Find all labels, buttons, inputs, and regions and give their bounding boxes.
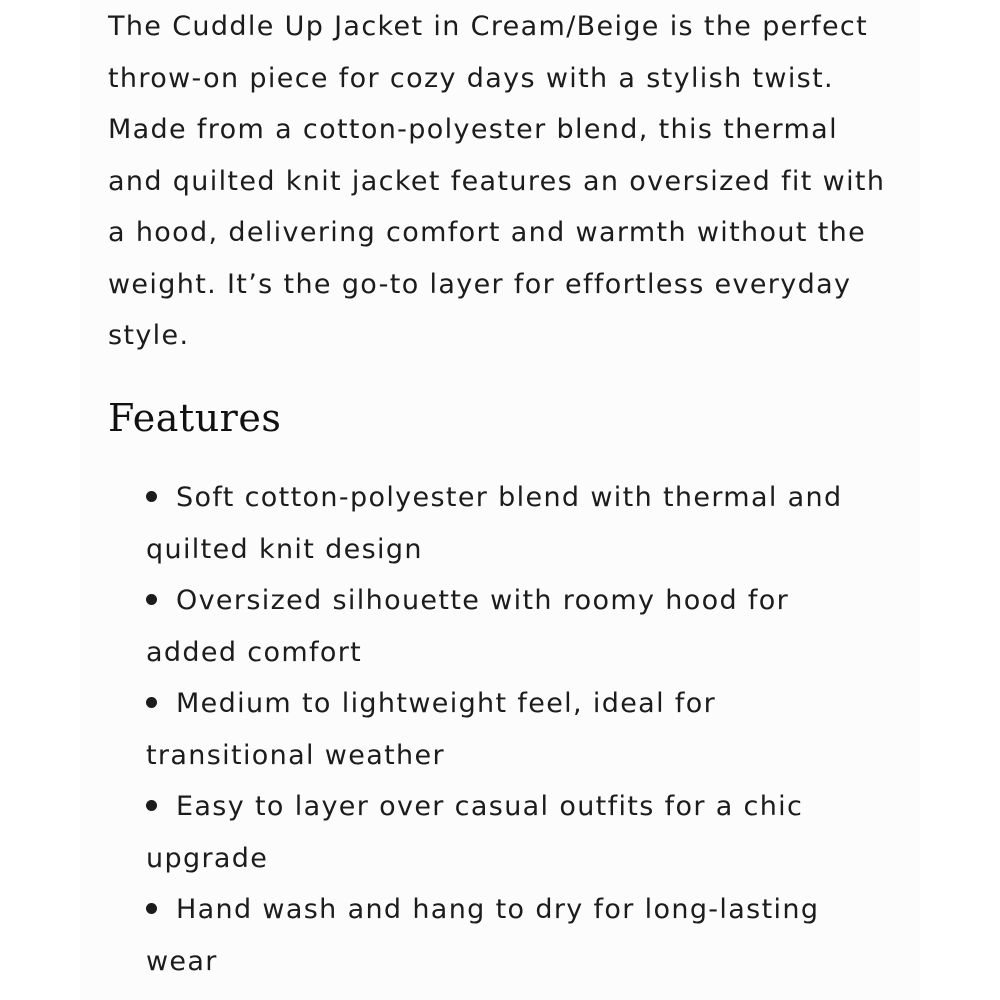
list-item bbox=[146, 884, 886, 987]
list-item bbox=[146, 678, 886, 781]
list-item bbox=[146, 575, 886, 678]
bullet-icon bbox=[146, 800, 157, 811]
list-item bbox=[146, 781, 886, 884]
feature-text: Soft cotton-polyester blend with thermal and quilted knit design bbox=[146, 482, 843, 565]
list-item bbox=[146, 472, 886, 575]
product-details-content bbox=[108, 0, 898, 977]
feature-text: Medium to lightweight feel, ideal for transitional weather bbox=[146, 688, 717, 771]
feature-text: Oversized silhouette with roomy hood for added comfort bbox=[146, 585, 790, 668]
features-list bbox=[146, 472, 886, 987]
bullet-icon bbox=[146, 697, 157, 708]
product-description: The Cuddle Up Jacket in Cream/Beige is the perfect throw-on piece for cozy days with a stylish twist. Made from a cotton-polyester blend, this thermal and quilted knit jacket features an oversized fit with a hood, delivering comfort and warmth without the weight. It’s the go-to layer for effortless everyday style. bbox=[108, 11, 886, 351]
features-heading: Features bbox=[108, 396, 282, 440]
bullet-icon bbox=[146, 491, 157, 502]
feature-text: Easy to layer over casual outfits for a chic upgrade bbox=[146, 791, 804, 874]
feature-text: Hand wash and hang to dry for long-lasting wear bbox=[146, 894, 820, 977]
bullet-icon bbox=[146, 903, 157, 914]
bullet-icon bbox=[146, 594, 157, 605]
